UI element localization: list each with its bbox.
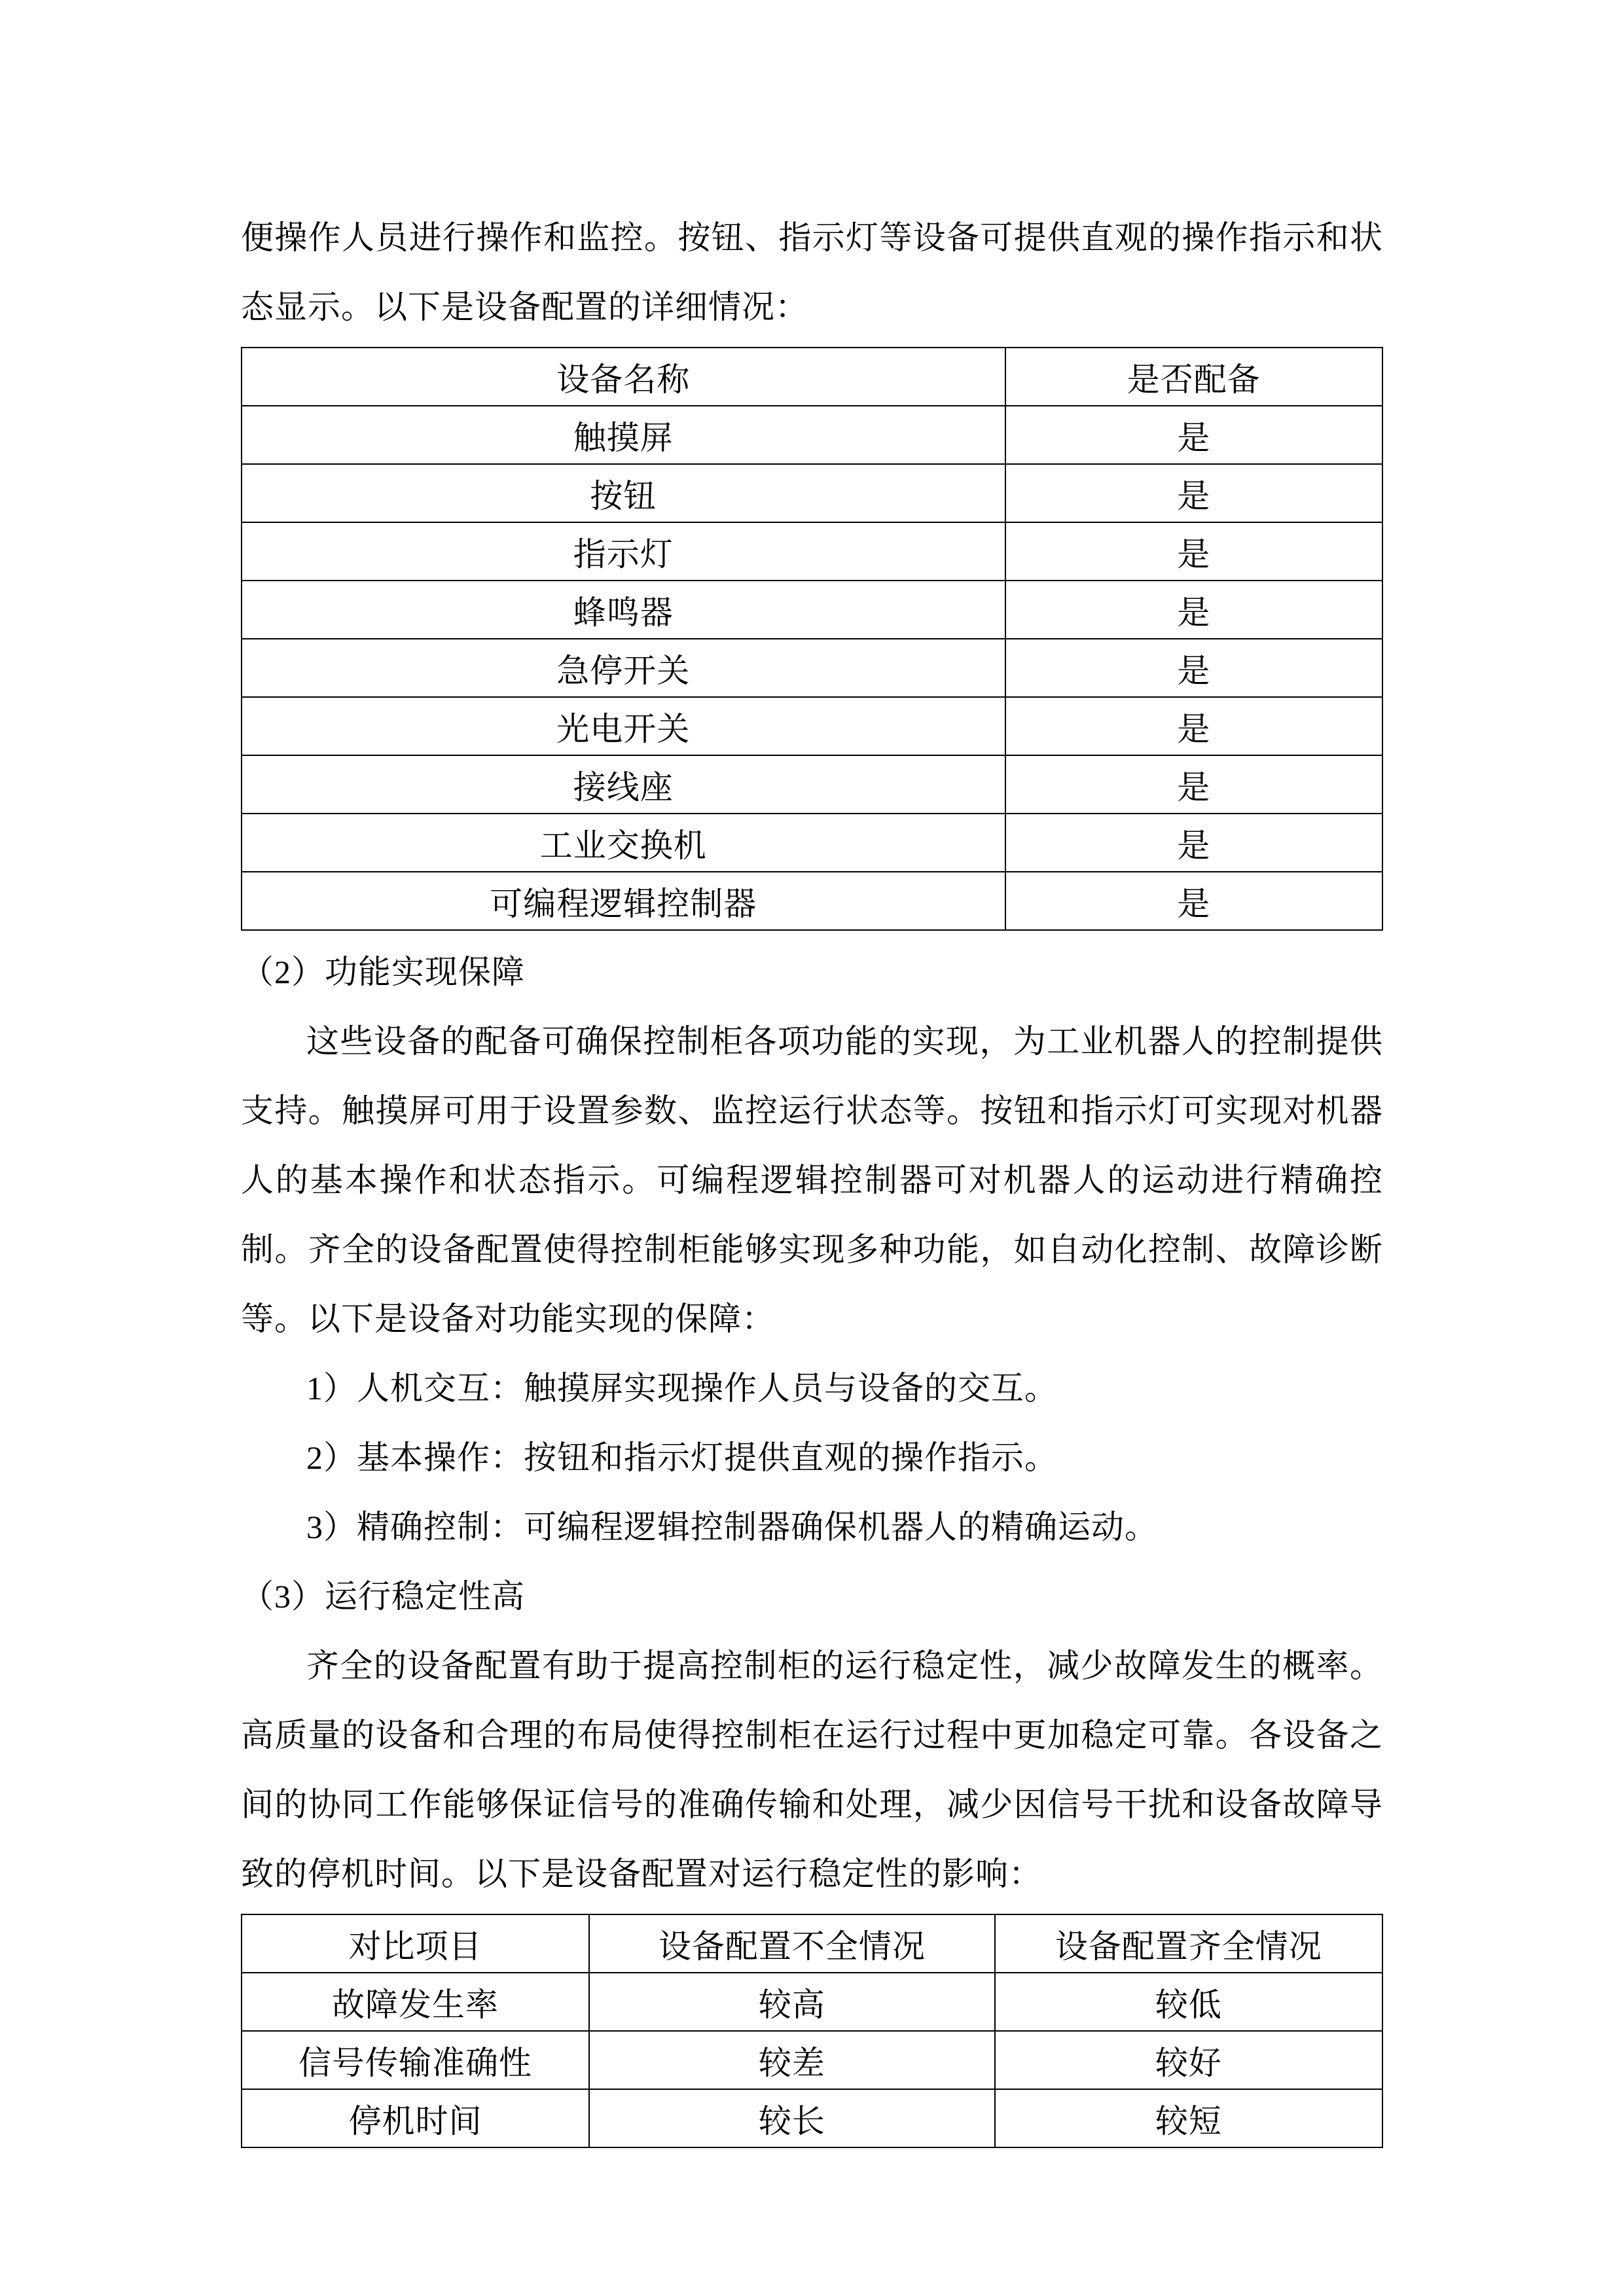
table-row bbox=[242, 639, 1382, 697]
table-cell: 触摸屏 bbox=[242, 406, 1005, 464]
table-row bbox=[242, 872, 1382, 930]
table-cell: 蜂鸣器 bbox=[242, 581, 1005, 639]
table-header-row bbox=[242, 1914, 1382, 1973]
table-cell: 较低 bbox=[995, 1973, 1382, 2031]
table-cell: 信号传输准确性 bbox=[242, 2031, 589, 2089]
table-row bbox=[242, 1973, 1382, 2031]
table-row bbox=[242, 581, 1382, 639]
table-cell: 按钮 bbox=[242, 464, 1005, 522]
table-cell: 光电开关 bbox=[242, 697, 1005, 755]
section3-paragraph: 齐全的设备配置有助于提高控制柜的运行稳定性，减少故障发生的概率。高质量的设备和合理的布局使得控制柜在运行过程中更加稳定可靠。各设备之间的协同工作能够保证信号的准确传输和处理，减少因信号干扰和设备故障导致的停机时间。以下是设备配置对运行稳定性的影响： bbox=[241, 1647, 1383, 1892]
table-cell: 较好 bbox=[995, 2031, 1382, 2089]
table-header-row bbox=[242, 348, 1382, 406]
table-header-cell: 设备配置不全情况 bbox=[589, 1914, 995, 1973]
table-cell: 是 bbox=[1005, 639, 1382, 697]
table-header-cell: 设备名称 bbox=[242, 348, 1005, 406]
table-row bbox=[242, 2089, 1382, 2147]
table-cell: 是 bbox=[1005, 872, 1382, 930]
table-row bbox=[242, 755, 1382, 814]
table-cell: 是 bbox=[1005, 755, 1382, 814]
table-row bbox=[242, 697, 1382, 755]
table-cell: 是 bbox=[1005, 522, 1382, 581]
table-cell: 是 bbox=[1005, 464, 1382, 522]
table-cell: 指示灯 bbox=[242, 522, 1005, 581]
table-cell: 急停开关 bbox=[242, 639, 1005, 697]
section2-paragraph: 这些设备的配备可确保控制柜各项功能的实现，为工业机器人的控制提供支持。触摸屏可用于设置参数、监控运行状态等。按钮和指示灯可实现对机器人的基本操作和状态指示。可编程逻辑控制器可对机器人的运动进行精确控制。齐全的设备配置使得控制柜能够实现多种功能，如自动化控制、故障诊断等。以下是设备对功能实现的保障： bbox=[241, 1023, 1383, 1337]
table-cell: 可编程逻辑控制器 bbox=[242, 872, 1005, 930]
table-cell: 是 bbox=[1005, 814, 1382, 872]
table-cell: 是 bbox=[1005, 406, 1382, 464]
table-cell: 较差 bbox=[589, 2031, 995, 2089]
table-row bbox=[242, 522, 1382, 581]
table-cell: 故障发生率 bbox=[242, 1973, 589, 2031]
table-cell: 停机时间 bbox=[242, 2089, 589, 2147]
table-cell: 较长 bbox=[589, 2089, 995, 2147]
section-heading-2: （2）功能实现保障 bbox=[241, 954, 525, 990]
table-cell: 工业交换机 bbox=[242, 814, 1005, 872]
table-header-cell: 是否配备 bbox=[1005, 348, 1382, 406]
table-row bbox=[242, 464, 1382, 522]
table-header-cell: 设备配置齐全情况 bbox=[995, 1914, 1382, 1973]
table-cell: 接线座 bbox=[242, 755, 1005, 814]
table-row bbox=[242, 2031, 1382, 2089]
table-cell: 较高 bbox=[589, 1973, 995, 2031]
section-heading-3: （3）运行稳定性高 bbox=[241, 1578, 525, 1615]
equipment-table bbox=[241, 347, 1383, 931]
table-cell: 是 bbox=[1005, 697, 1382, 755]
table-row bbox=[242, 814, 1382, 872]
table-cell: 是 bbox=[1005, 581, 1382, 639]
table-row bbox=[242, 406, 1382, 464]
list-item: 1）人机交互：触摸屏实现操作人员与设备的交互。 bbox=[306, 1370, 1058, 1407]
stability-comparison-table bbox=[241, 1914, 1383, 2148]
list-item: 2）基本操作：按钮和指示灯提供直观的操作指示。 bbox=[306, 1439, 1058, 1476]
table-header-cell: 对比项目 bbox=[242, 1914, 589, 1973]
list-item: 3）精确控制：可编程逻辑控制器确保机器人的精确运动。 bbox=[306, 1509, 1158, 1545]
table-cell: 较短 bbox=[995, 2089, 1382, 2147]
intro-paragraph: 便操作人员进行操作和监控。按钮、指示灯等设备可提供直观的操作指示和状态显示。以下是设备配置的详细情况： bbox=[241, 219, 1383, 325]
